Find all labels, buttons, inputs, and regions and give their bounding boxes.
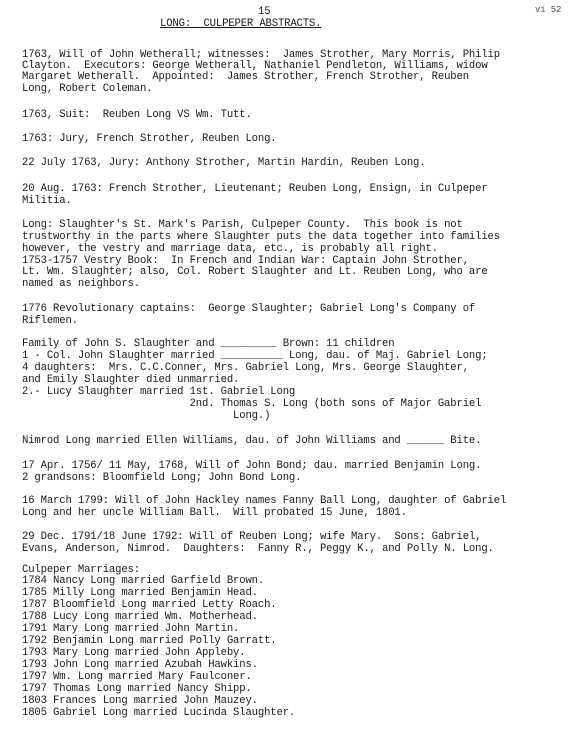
family-line bbox=[22, 339, 394, 350]
slaughter-parish-line: however, the vestry and marriage data, etc., is probably all right. bbox=[22, 243, 438, 255]
hackley-will-line: Long and her uncle William Ball. Will probated 15 June, 1801. bbox=[22, 507, 407, 519]
marriage-entry: 1797 Wm. Long married Mary Faulconer. bbox=[22, 671, 252, 683]
marriage-entry: 1788 Lucy Long married Wm. Motherhead. bbox=[22, 611, 258, 623]
marriage-entry: 1805 Gabriel Long married Lucinda Slaughter. bbox=[22, 707, 296, 719]
entry-1763-jury: 1763: Jury, French Strother, Reuben Long. bbox=[22, 133, 277, 145]
entry-1763-will-line: 1763, Will of John Wetherall; witnesses: James Strother, Mary Morris, Philip bbox=[22, 49, 500, 61]
marriage-entry: 1785 Milly Long married Benjamin Head. bbox=[22, 587, 258, 599]
page-title: LONG: CULPEPER ABSTRACTS. bbox=[160, 18, 322, 30]
marriage-entry: 1791 Mary Long married John Martin. bbox=[22, 623, 240, 635]
family-line: 2nd. Thomas S. Long (both sons of Major Gabriel bbox=[22, 398, 482, 410]
marriage-entry: 1793 Mary Long married John Appleby. bbox=[22, 647, 246, 659]
family-line: 2.- Lucy Slaughter married 1st. Gabriel Long bbox=[22, 386, 296, 398]
slaughter-parish-line: named as neighbors. bbox=[22, 278, 140, 290]
marriages-heading: Culpeper Marriages: bbox=[22, 564, 140, 576]
reuben-will-line: 29 Dec. 1791/18 June 1792: Will of Reuben Long; wife Mary. Sons: Gabriel, bbox=[22, 531, 482, 543]
family-line-text: Family of John S. Slaughter and bbox=[22, 338, 221, 350]
entry-1763-july-jury: 22 July 1763, Jury: Anthony Strother, Martin Hardin, Reuben Long. bbox=[22, 157, 426, 169]
slaughter-parish-line: 1753-1757 Vestry Book: In French and Indian War: Captain John Strother, bbox=[22, 255, 469, 267]
reuben-will-line: Evans, Anderson, Nimrod. Daughters: Fanny R., Peggy K., and Polly N. Long. bbox=[22, 543, 494, 555]
marriage-entry: 1792 Benjamin Long married Polly Garratt. bbox=[22, 635, 277, 647]
slaughter-parish-line: Long: Slaughter's St. Mark's Parish, Culpeper County. This book is not bbox=[22, 219, 463, 231]
bond-will-line: 2 grandsons: Bloomfield Long; John Bond Long. bbox=[22, 472, 302, 484]
slaughter-parish-line: Lt. Wm. Slaughter; also, Col. Robert Slaughter and Lt. Reuben Long, who are bbox=[22, 266, 488, 278]
corner-mark: vi 52 bbox=[535, 5, 562, 15]
family-line: and Emily Slaughter died unmarried. bbox=[22, 374, 240, 386]
entry-1763-aug-line: Militia. bbox=[22, 195, 72, 207]
hackley-will-line: 16 March 1799: Will of John Hackley names Fanny Ball Long, daughter of Gabriel bbox=[22, 495, 507, 507]
entry-1763-will-line: Margaret Wetherall. Appointed: James Strother, French Strother, Reuben bbox=[22, 71, 469, 83]
family-line-text: Brown: 11 children bbox=[276, 338, 395, 350]
marriage-entry: 1793 John Long married Azubah Hawkins. bbox=[22, 659, 258, 671]
marriage-entry: 1803 Frances Long married John Mauzey. bbox=[22, 695, 258, 707]
nimrod-entry: Nimrod Long married Ellen Williams, dau. of John Williams and ______ Bite. bbox=[22, 435, 482, 447]
entry-1763-will-line: Long, Robert Coleman. bbox=[22, 83, 153, 95]
family-line: 4 daughters: Mrs. C.C.Conner, Mrs. Gabriel Long, Mrs. George Slaughter, bbox=[22, 362, 469, 374]
family-blank: _________ bbox=[220, 338, 277, 350]
entry-1763-suit: 1763, Suit: Reuben Long VS Wm. Tutt. bbox=[22, 109, 252, 121]
slaughter-parish-line: trustworthy in the parts where Slaughter puts the data together into families bbox=[22, 231, 500, 243]
revolutionary-captains-line: 1776 Revolutionary captains: George Slaughter; Gabriel Long's Company of bbox=[22, 303, 476, 315]
marriage-entry: 1787 Bloomfield Long married Letty Roach. bbox=[22, 599, 277, 611]
family-line: Long.) bbox=[22, 410, 271, 422]
entry-1763-will-line: Clayton. Executors: George Wetherall, Nathaniel Pendleton, Williams, widow bbox=[22, 60, 488, 72]
marriage-entry: 1784 Nancy Long married Garfield Brown. bbox=[22, 575, 265, 587]
page-number: 15 bbox=[258, 6, 271, 18]
family-line: 1 - Col. John Slaughter married __________ Long, dau. of Maj. Gabriel Long; bbox=[22, 350, 488, 362]
bond-will-line: 17 Apr. 1756/ 11 May, 1768, Will of John Bond; dau. married Benjamin Long. bbox=[22, 460, 482, 472]
revolutionary-captains-line: Riflemen. bbox=[22, 315, 78, 327]
marriage-entry: 1797 Thomas Long married Nancy Shipp. bbox=[22, 683, 252, 695]
entry-1763-aug-line: 20 Aug. 1763: French Strother, Lieutenant; Reuben Long, Ensign, in Culpeper bbox=[22, 183, 488, 195]
